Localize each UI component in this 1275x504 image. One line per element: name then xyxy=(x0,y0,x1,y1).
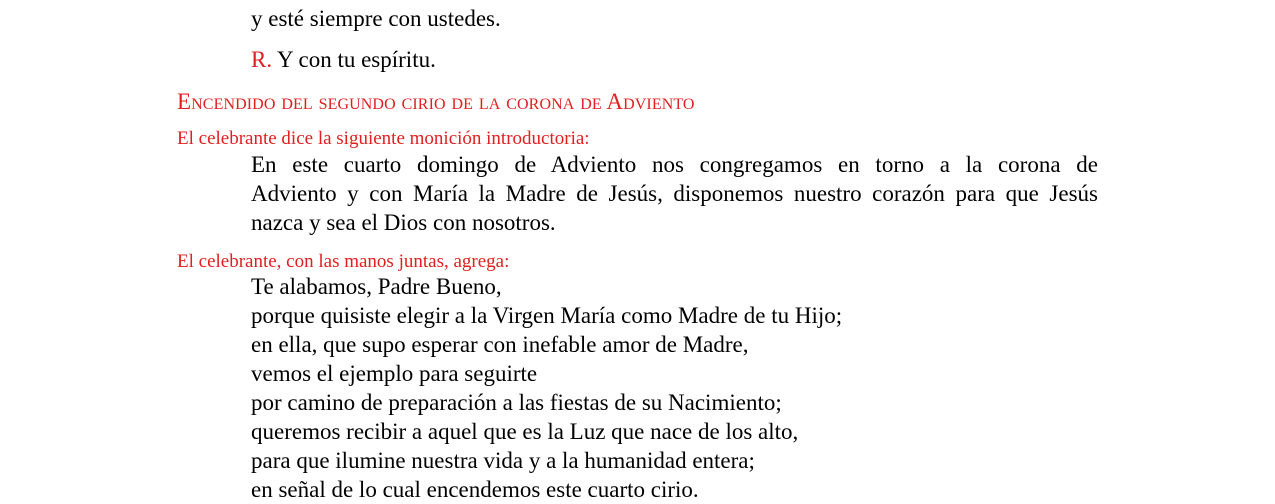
prayer-line: en señal de lo cual encendemos este cuarto cirio. xyxy=(251,477,699,502)
prayer-line: por camino de preparación a las fiestas de su Nacimiento; xyxy=(251,390,782,415)
blessing-line: y esté siempre con ustedes. xyxy=(251,6,501,31)
response-line xyxy=(251,45,436,74)
prayer-line: para que ilumine nuestra vida y a la humanidad entera; xyxy=(251,448,755,473)
rubric-introductory: El celebrante dice la siguiente monición introductoria: xyxy=(177,128,590,149)
monition-line: nazca y sea el Dios con nosotros. xyxy=(251,210,556,235)
monition-paragraph xyxy=(251,150,1098,237)
section-heading: Encendido del segundo cirio de la corona de Adviento xyxy=(177,89,695,114)
monition-line: Adviento y con María la Madre de Jesús, disponemos nuestro corazón para que Jesús xyxy=(251,181,1098,206)
monition-line: En este cuarto domingo de Adviento nos congregamos en torno a la corona de xyxy=(251,152,1098,177)
prayer-line: queremos recibir a aquel que es la Luz que nace de los alto, xyxy=(251,419,799,444)
prayer-line: vemos el ejemplo para seguirte xyxy=(251,361,538,386)
response-marker: R. xyxy=(251,47,273,72)
prayer-line: en ella, que supo esperar con inefable amor de Madre, xyxy=(251,332,749,357)
prayer-line: porque quisiste elegir a la Virgen María como Madre de tu Hijo; xyxy=(251,303,843,328)
prayer-text xyxy=(251,272,842,504)
rubric-prayer: El celebrante, con las manos juntas, agrega: xyxy=(177,251,510,272)
prayer-line: Te alabamos, Padre Bueno, xyxy=(251,274,502,299)
response-text: Y con tu espíritu. xyxy=(272,47,436,72)
